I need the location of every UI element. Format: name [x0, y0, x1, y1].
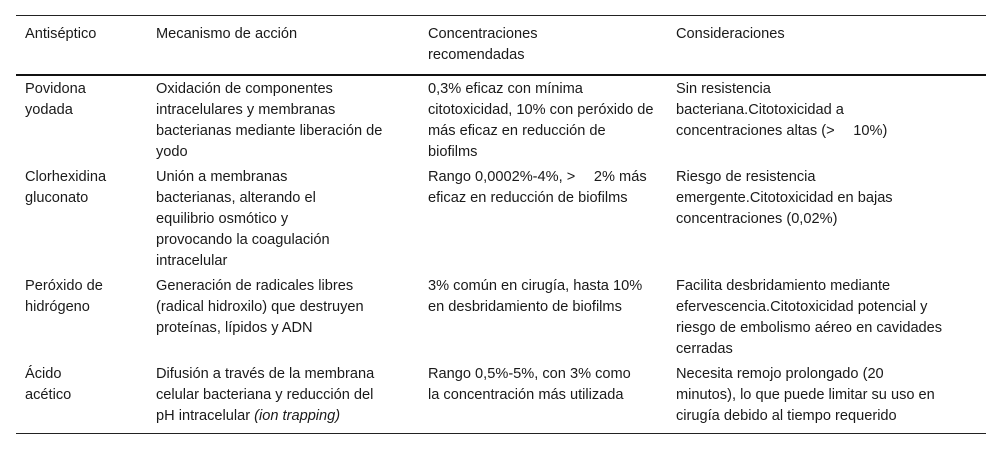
cell-concentrations: Rango 0,5%-5%, con 3% como la concentración más utilizada [428, 366, 631, 403]
header-antiseptic: Antiséptico [25, 26, 97, 42]
cell-antiseptic: Peróxido de hidrógeno [25, 278, 103, 315]
cell-mechanism: Generación de radicales libres (radical hidroxilo) que destruyen proteínas, lípidos y ADN [156, 278, 364, 336]
cell-considerations: Necesita remojo prolongado (20 minutos), lo que puede limitar su uso en cirugía debido al tiempo requerido [676, 366, 939, 424]
cell-antiseptic: Clorhexidina gluconato [25, 169, 107, 206]
antiseptics-table [16, 15, 986, 434]
cell-considerations: Sin resistencia bacteriana.Citotoxicidad a concentraciones altas (> 10%) [676, 81, 888, 139]
mechanism-text: Difusión a través de la membrana celular bacteriana y reducción del pH intracelular [156, 366, 375, 424]
cell-mechanism [156, 361, 428, 434]
header-considerations: Consideraciones [676, 26, 785, 42]
table-header-row [16, 16, 986, 76]
cell-antiseptic: Ácido acético [25, 366, 72, 403]
table-row [16, 75, 986, 164]
cell-mechanism: Unión a membranas bacterianas, alterando el equilibrio osmótico y provocando la coagulación intracelular [156, 169, 330, 269]
cell-concentrations: Rango 0,0002%-4%, > 2% más eficaz en reducción de biofilms [428, 169, 651, 206]
cell-concentrations: 3% común en cirugía, hasta 10% en desbridamiento de biofilms [428, 278, 643, 315]
cell-considerations: Riesgo de resistencia emergente.Citotoxicidad en bajas concentraciones (0,02%) [676, 169, 893, 227]
table-row [16, 273, 986, 361]
header-concentrations: Concentraciones recomendadas [428, 26, 538, 63]
header-mechanism: Mecanismo de acción [156, 26, 298, 42]
cell-concentrations: 0,3% eficaz con mínima citotoxicidad, 10% con peróxido de más eficaz en reducción de biofilms [428, 81, 654, 160]
mechanism-italic-note: (ion trapping) [254, 408, 341, 424]
table-row [16, 164, 986, 273]
table-row [16, 361, 986, 434]
cell-mechanism: Oxidación de componentes intracelulares y membranas bacterianas mediante liberación de yodo [156, 81, 383, 160]
cell-antiseptic: Povidona yodada [25, 81, 86, 118]
cell-considerations: Facilita desbridamiento mediante efervescencia.Citotoxicidad potencial y riesgo de embolismo aéreo en cavidades cerradas [676, 278, 943, 357]
